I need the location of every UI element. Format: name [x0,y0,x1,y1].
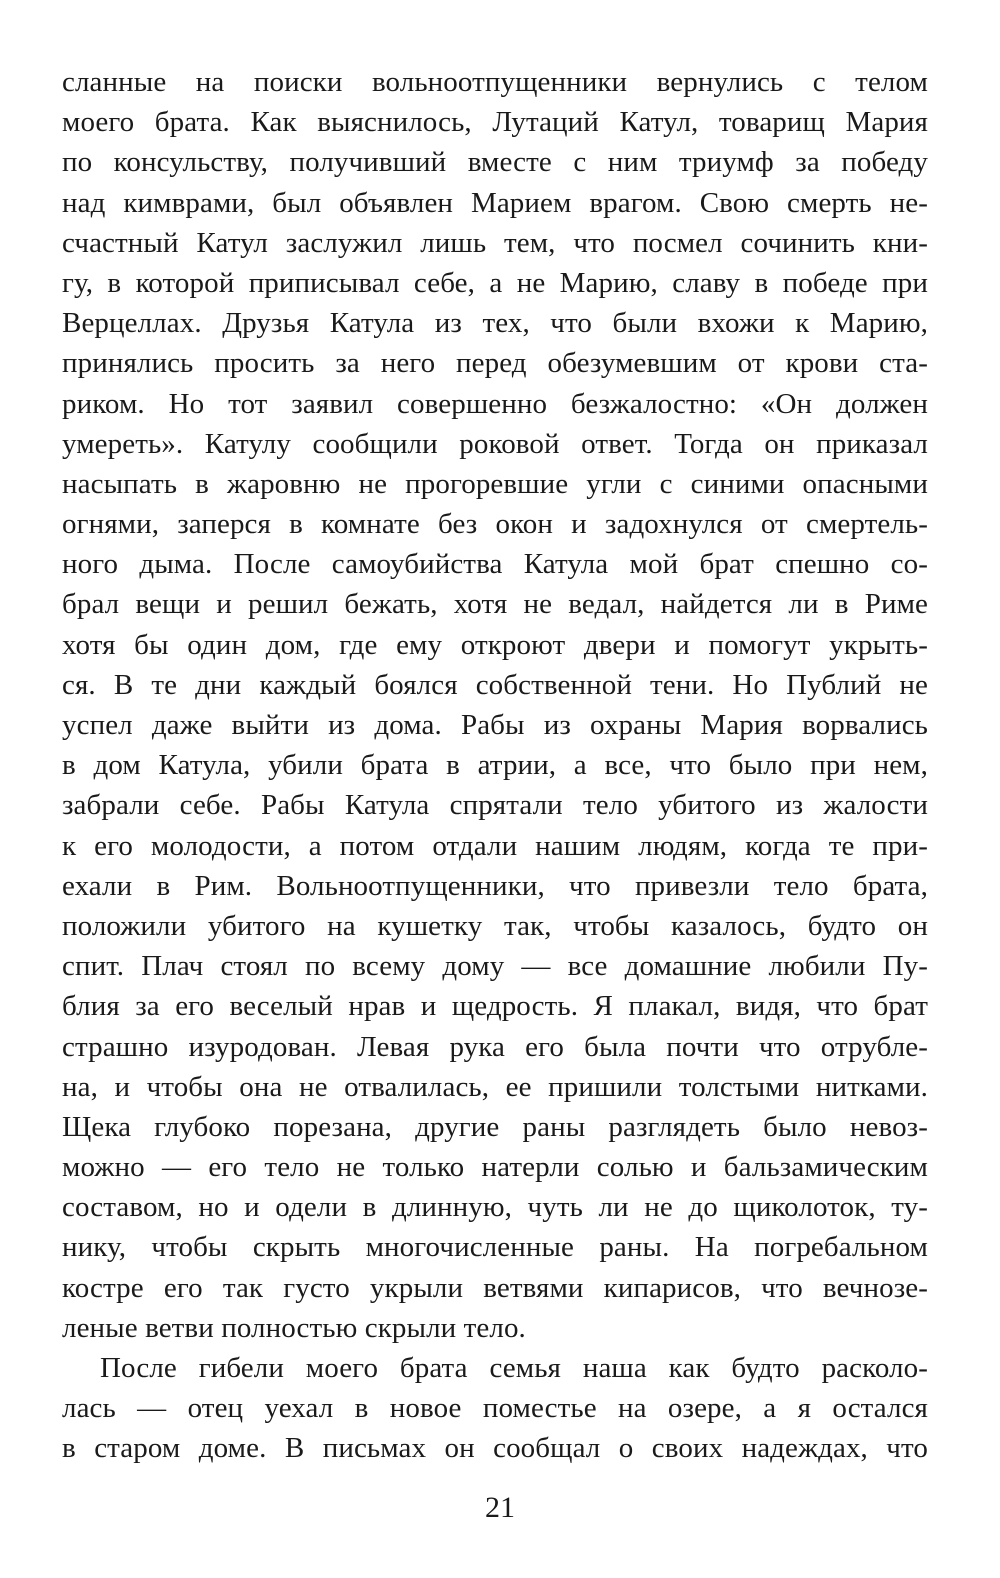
text-line: счастный Катул заслужил лишь тем, что посмел сочинить кни- [62,226,928,259]
text-line: нику, чтобы скрыть многочисленные раны. На погребальном [62,1231,928,1264]
paragraph [62,1348,928,1469]
text-line: блия за его веселый нрав и щедрость. Я плакал, видя, что брат [62,990,928,1023]
text-line: к его молодости, а потом отдали нашим людям, когда те при- [62,829,928,862]
text-line: умереть». Катулу сообщили роковой ответ. Тогда он приказал [62,427,928,460]
text-line: составом, но и одели в длинную, чуть ли не до щиколоток, ту- [62,1191,928,1224]
text-line: спит. Плач стоял по всему дому — все домашние любили Пу- [62,950,928,983]
text-line: по консульству, получивший вместе с ним триумф за победу [62,146,928,179]
text-line: над кимврами, был объявлен Марием врагом. Свою смерть не- [62,186,928,219]
text-line: на, и чтобы она не отвалилась, ее пришили толстыми нитками. [62,1070,928,1103]
text-line: Щека глубоко порезана, другие раны разглядеть было невоз- [62,1110,928,1143]
text-line: можно — его тело не только натерли солью и бальзамическим [62,1151,928,1184]
text-line: риком. Но тот заявил совершенно безжалостно: «Он должен [62,387,928,420]
body-text [62,62,928,1469]
paragraph [62,62,928,1348]
text-line: хотя бы один дом, где ему откроют двери и помогут укрыть- [62,628,928,661]
text-line: моего брата. Как выяснилось, Лутаций Катул, товарищ Мария [62,106,928,139]
text-line: Верцеллах. Друзья Катула из тех, что были вхожи к Марию, [62,307,928,340]
text-line: в дом Катула, убили брата в атрии, а все, что было при нем, [62,749,928,782]
text-line: страшно изуродован. Левая рука его была почти что отрубле- [62,1030,928,1063]
text-line: принялись просить за него перед обезумевшим от крови ста- [62,347,928,380]
text-line: насыпать в жаровню не прогоревшие угли с синими опасными [62,467,928,500]
text-line: костре его так густо укрыли ветвями кипарисов, что вечнозе- [62,1271,928,1304]
text-line: ехали в Рим. Вольноотпущенники, что привезли тело брата, [62,869,928,902]
text-line: ся. В те дни каждый боялся собственной тени. Но Публий не [62,668,928,701]
text-line: брал вещи и решил бежать, хотя не ведал, найдется ли в Риме [62,588,928,621]
text-line: сланные на поиски вольноотпущенники вернулись с телом [62,66,928,98]
text-line: положили убитого на кушетку так, чтобы казалось, будто он [62,909,928,942]
text-line: успел даже выйти из дома. Рабы из охраны Мария ворвались [62,709,928,741]
text-line: в старом доме. В письмах он сообщал о своих надеждах, что [62,1432,928,1465]
text-line: забрали себе. Рабы Катула спрятали тело убитого из жалости [62,789,928,822]
text-line: ного дыма. После самоубийства Катула мой брат спешно со- [62,548,928,581]
text-line: гу, в которой приписывал себе, а не Марию, славу в победе при [62,266,928,299]
text-line: После гибели моего брата семья наша как будто расколо- [100,1352,928,1384]
text-line: лась — отец уехал в новое поместье на озере, а я остался [62,1392,928,1425]
page-number: 21 [485,1491,515,1524]
text-line: огнями, заперся в комнате без окон и задохнулся от смертель- [62,508,928,541]
text-line: леные ветви полностью скрыли тело. [62,1311,526,1344]
